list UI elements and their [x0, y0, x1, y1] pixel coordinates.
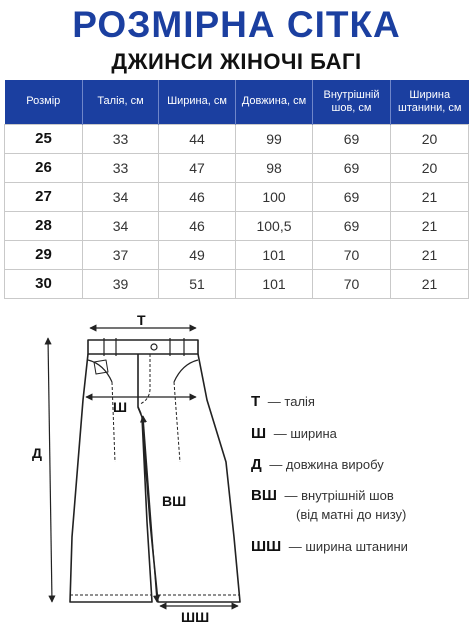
- table-cell: 30: [5, 269, 83, 298]
- table-cell: 21: [391, 211, 469, 240]
- table-cell: 46: [159, 182, 236, 211]
- table-cell: 51: [159, 269, 236, 298]
- label-t: Т: [137, 312, 146, 328]
- jeans-measurement-diagram: [0, 312, 260, 630]
- label-vsh: ВШ: [162, 493, 187, 509]
- table-row: [5, 124, 469, 153]
- table-cell: 27: [5, 182, 83, 211]
- table-row: [5, 182, 469, 211]
- table-row: [5, 240, 469, 269]
- page-subtitle: ДЖИНСИ ЖІНОЧІ БАГІ: [111, 49, 362, 74]
- table-cell: 69: [313, 182, 391, 211]
- legend-inseam-note: (від матні до низу): [296, 507, 407, 522]
- table-cell: 49: [159, 240, 236, 269]
- jeans-outline: [70, 338, 240, 602]
- length-measure-arrow: [48, 338, 52, 602]
- table-cell: 37: [83, 240, 159, 269]
- table-row: [5, 269, 469, 298]
- legend-abbr: ВШ: [251, 487, 277, 504]
- legend-abbr: ШШ: [251, 538, 282, 555]
- table-row: [5, 211, 469, 240]
- table-cell: 39: [83, 269, 159, 298]
- legend-text: — талія: [267, 394, 315, 409]
- column-header-inseam: Внутрішній шов, см: [313, 80, 391, 124]
- column-header-leg-width: Ширина штанини, см: [391, 80, 469, 124]
- table-cell: 21: [391, 182, 469, 211]
- column-header-length: Довжина, см: [236, 80, 313, 124]
- table-cell: 101: [236, 240, 313, 269]
- table-cell: 70: [313, 269, 391, 298]
- size-table: [4, 80, 469, 299]
- table-cell: 98: [236, 153, 313, 182]
- table-cell: 26: [5, 153, 83, 182]
- label-sh: Ш: [113, 399, 128, 415]
- column-header-width: Ширина, см: [159, 80, 236, 124]
- table-header-row: [5, 80, 469, 124]
- table-cell: 33: [83, 153, 159, 182]
- legend-item-waist: [251, 393, 315, 410]
- legend-item-leg-width: [251, 538, 408, 555]
- table-cell: 25: [5, 124, 83, 153]
- table-cell: 100,5: [236, 211, 313, 240]
- legend-item-length: [251, 456, 384, 473]
- legend-abbr: Д: [251, 456, 262, 473]
- table-cell: 28: [5, 211, 83, 240]
- legend-text: — ширина штанини: [288, 539, 408, 554]
- table-cell: 47: [159, 153, 236, 182]
- table-cell: 34: [83, 211, 159, 240]
- legend-item-inseam: [251, 487, 394, 504]
- table-cell: 20: [391, 124, 469, 153]
- table-cell: 100: [236, 182, 313, 211]
- label-d: Д: [32, 445, 42, 461]
- table-cell: 20: [391, 153, 469, 182]
- legend-text: — внутрішній шов: [284, 488, 394, 503]
- legend-text: — довжина виробу: [269, 457, 384, 472]
- table-cell: 21: [391, 269, 469, 298]
- column-header-waist: Талія, см: [83, 80, 159, 124]
- table-cell: 33: [83, 124, 159, 153]
- table-cell: 34: [83, 182, 159, 211]
- legend-abbr: Ш: [251, 425, 267, 442]
- label-shsh: ШШ: [181, 609, 210, 625]
- table-cell: 44: [159, 124, 236, 153]
- table-cell: 101: [236, 269, 313, 298]
- table-cell: 21: [391, 240, 469, 269]
- table-cell: 29: [5, 240, 83, 269]
- column-header-size: Розмір: [5, 80, 83, 124]
- table-cell: 99: [236, 124, 313, 153]
- table-cell: 46: [159, 211, 236, 240]
- table-cell: 69: [313, 211, 391, 240]
- table-cell: 70: [313, 240, 391, 269]
- table-cell: 69: [313, 153, 391, 182]
- table-cell: 69: [313, 124, 391, 153]
- legend-abbr: Т: [251, 393, 261, 410]
- legend-text: — ширина: [273, 426, 337, 441]
- legend-item-width: [251, 425, 337, 442]
- table-row: [5, 153, 469, 182]
- page-title: РОЗМІРНА СІТКА: [72, 4, 401, 45]
